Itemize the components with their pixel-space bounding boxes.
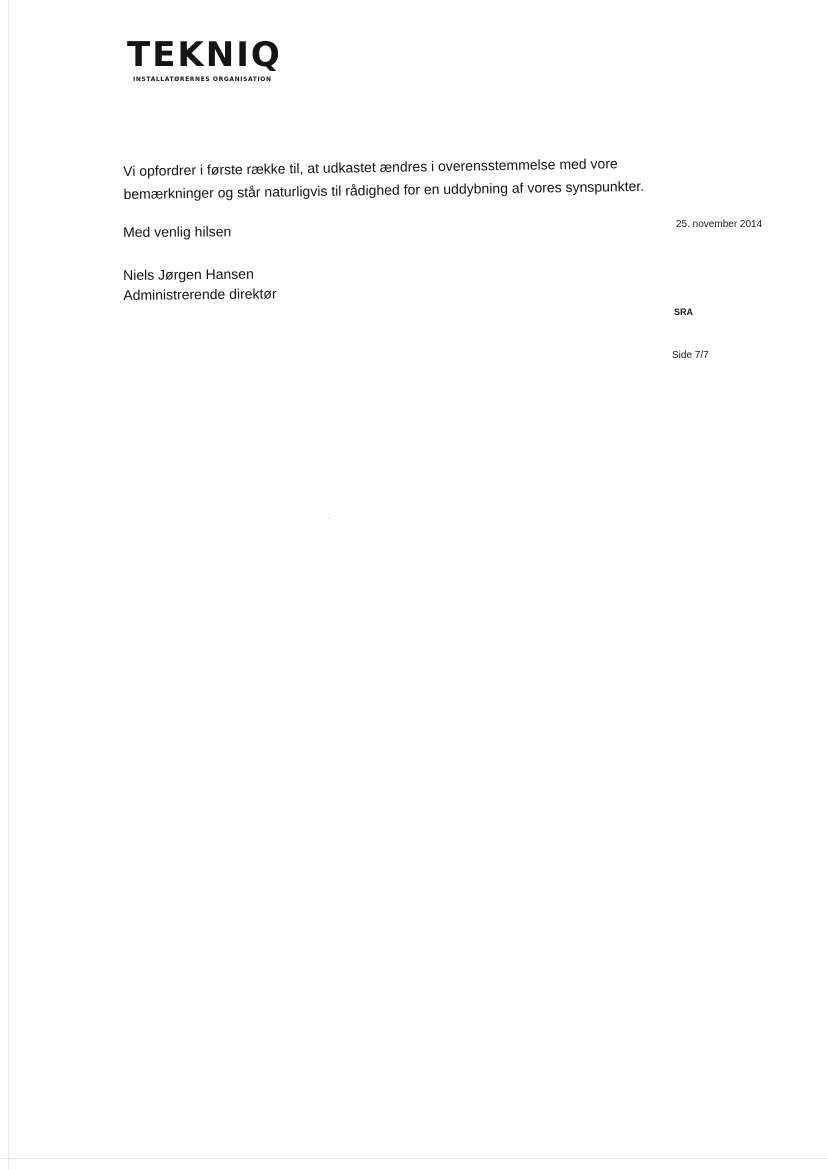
signature-block [123,263,277,305]
scan-speck [328,518,329,519]
letter-date: 25. november 2014 [676,219,763,230]
body-line-1: Vi opfordrer i første række til, at udkastet ændres i overensstemmelse med vore [123,155,618,179]
letter-body [123,152,664,206]
body-line-2: bemærkninger og står naturligvis til rådighed for en uddybning af vores synspunkter. [123,177,645,202]
signatory-title: Administrerende direktør [123,285,277,303]
author-initials: SRA [674,307,694,317]
scan-left-edge [8,0,9,1170]
logo-wordmark: TEKNIQ [127,35,282,75]
logo-tagline: INSTALLATØRERNES ORGANISATION [133,76,272,83]
closing-salutation: Med venlig hilsen [123,223,232,240]
page-number: Side 7/7 [672,350,709,361]
signatory-name: Niels Jørgen Hansen [123,265,254,283]
tekniq-logo [127,36,282,83]
scan-bottom-edge [0,1158,827,1159]
